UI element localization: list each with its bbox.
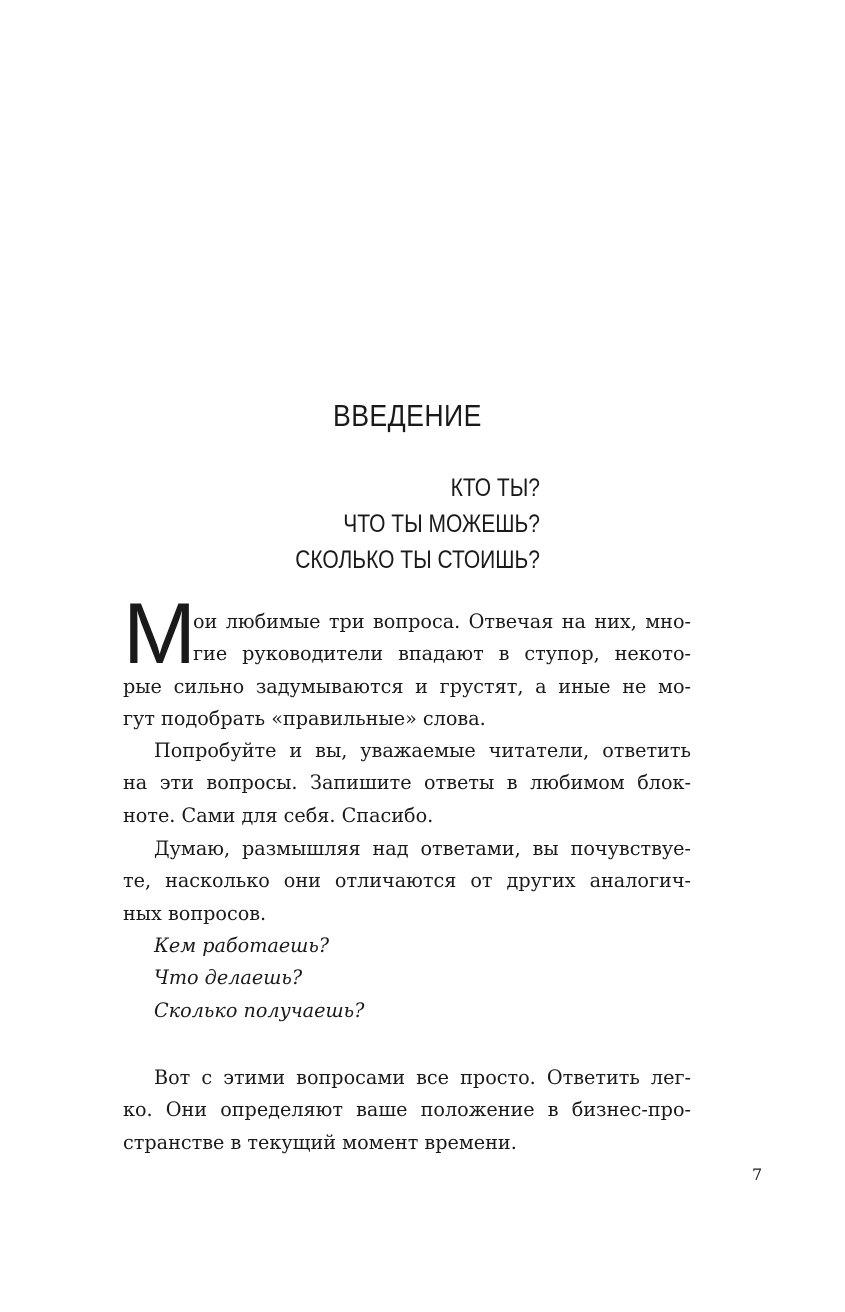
question-3: СКОЛЬКО ТЫ СТОИШЬ?	[295, 546, 540, 574]
paragraph-3	[123, 833, 691, 930]
paragraph-4	[123, 1062, 691, 1159]
paragraph-line: Вот с этими вопросами все просто. Ответить лег-	[154, 1066, 691, 1089]
paragraph-line: Попробуйте и вы, уважаемые читатели, ответить	[154, 739, 691, 762]
paragraph-line: ко. Они определяют ваше положение в бизнес-про-	[123, 1098, 691, 1122]
page-number: 7	[752, 1165, 763, 1184]
italic-question: Сколько получаешь?	[154, 998, 365, 1022]
paragraph-line: ных вопросов.	[123, 901, 267, 925]
paragraph-line: ноте. Сами для себя. Спасибо.	[123, 803, 434, 827]
question-1: КТО ТЫ?	[450, 474, 540, 502]
italic-question: Что делаешь?	[154, 966, 303, 990]
paragraph-line: Думаю, размышляя над ответами, вы почувствуе-	[154, 837, 691, 860]
paragraph-2	[123, 735, 691, 832]
paragraph-line: странстве в текущий момент времени.	[123, 1130, 517, 1154]
paragraph-line: ои любимые три вопроса. Отвечая на них, мно-	[193, 610, 691, 633]
epigraph-questions	[240, 470, 540, 578]
question-2: ЧТО ТЫ МОЖЕШЬ?	[343, 510, 540, 538]
paragraph-line: те, насколько они отличаются от других аналогич-	[123, 869, 691, 893]
paragraph-line: на эти вопросы. Запишите ответы в любимом блок-	[123, 771, 691, 795]
chapter-title: ВВЕДЕНИЕ	[333, 398, 482, 433]
paragraph-1	[123, 586, 691, 736]
italic-question: Кем работаешь?	[154, 934, 330, 957]
italic-questions	[123, 930, 691, 1027]
paragraph-line: рые сильно задумываются и грустят, а иные не мо-	[123, 674, 691, 698]
paragraph-line: гут подобрать «правильные» слова.	[123, 707, 486, 731]
drop-cap: М	[123, 586, 197, 682]
paragraph-line: гие руководители впадают в ступор, некото-	[193, 642, 691, 666]
